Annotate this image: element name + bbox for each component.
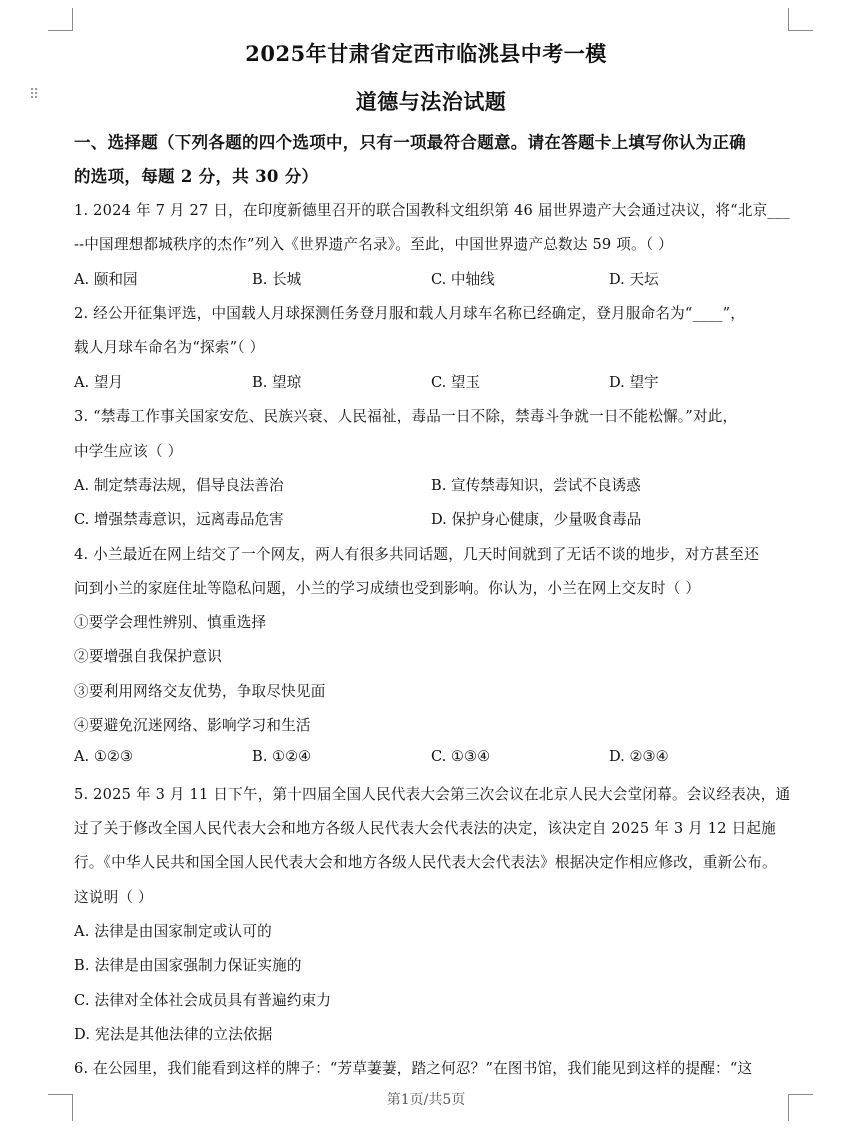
question-5-line-2: 过了关于修改全国人民代表大会和地方各级人民代表大会代表法的决定，该决定自 2025 年 3 月 12 日起施 [74, 820, 776, 837]
question-3-option-c: C. 增强禁毒意识，远离毒品危害 [74, 511, 284, 528]
question-2-line-1: 2. 经公开征集评选，中国载人月球探测任务登月服和载人月球车名称已经确定，登月服命名为“____”， [74, 305, 746, 322]
page-number-footer: 第1页/共5页 [386, 1092, 466, 1108]
question-5-line-3: 行。《中华人民共和国全国人民代表大会和地方各级人民代表大会代表法》根据决定作相应修改，重新公布。 [74, 854, 777, 871]
question-5-line-1: 5. 2025 年 3 月 11 日下午，第十四届全国人民代表大会第三次会议在北京人民大会堂闭幕。会议经表决，通 [74, 786, 791, 803]
question-4-option-b: B. ①②④ [252, 748, 312, 765]
page-title: 2025年甘肃省定西市临洮县中考一模 [245, 41, 607, 66]
question-3-option-a: A. 制定禁毒法规，倡导良法善治 [74, 477, 284, 494]
section-heading-line-1: 一、选择题（下列各题的四个选项中，只有一项最符合题意。请在答题卡上填写你认为正确 [74, 133, 746, 152]
question-4-option-a: A. ①②③ [74, 748, 134, 765]
section-heading-line-2: 的选项，每题 2 分，共 30 分） [74, 167, 319, 186]
question-4-option-d: D. ②③④ [609, 748, 669, 765]
question-2-option-c: C. 望玉 [431, 374, 481, 391]
question-3-line-1: 3. “禁毒工作事关国家安危、民族兴衰、人民福祉，毒品一日不除，禁毒斗争就一日不能松懈。”对此， [74, 408, 738, 425]
question-4-statement-1: ①要学会理性辨别、慎重选择 [74, 614, 267, 631]
question-4-line-2: 问到小兰的家庭住址等隐私问题，小兰的学习成绩也受到影响。你认为，小兰在网上交友时（ ） [74, 580, 701, 597]
question-5-option-c: C. 法律对全体社会成员具有普遍约束力 [74, 992, 332, 1009]
drag-handle-icon[interactable]: ⠿ [29, 87, 39, 103]
question-6-line-1: 6. 在公园里，我们能看到这样的牌子：“芳草萋萋，踏之何忍？”在图书馆，我们能见到这样的提醒：“这 [74, 1060, 753, 1077]
question-1-line-2: --中国理想都城秩序的杰作”列入《世界遗产名录》。至此，中国世界遗产总数达 59 项。（ ） [74, 236, 673, 253]
question-4-line-1: 4. 小兰最近在网上结交了一个网友，两人有很多共同话题，几天时间就到了无话不谈的地步，对方甚至还 [74, 546, 759, 563]
question-1-line-1: 1. 2024 年 7 月 27 日，在印度新德里召开的联合国教科文组织第 46 届世界遗产大会通过决议，将“北京___ [74, 202, 790, 219]
question-2-option-a: A. 望月 [74, 374, 124, 391]
question-1-option-c: C. 中轴线 [431, 271, 495, 288]
crop-mark-top-left [48, 8, 73, 31]
question-5-line-4: 这说明（ ） [74, 889, 153, 906]
question-3-option-b: B. 宣传禁毒知识，尝试不良诱惑 [431, 477, 641, 494]
question-5-option-a: A. 法律是由国家制定或认可的 [74, 923, 272, 940]
question-4-option-c: C. ①③④ [431, 748, 491, 765]
question-3-option-d: D. 保护身心健康，少量吸食毒品 [431, 511, 642, 528]
question-5-option-d: D. 宪法是其他法律的立法依据 [74, 1026, 273, 1043]
crop-mark-top-right [788, 8, 813, 31]
question-4-statement-2: ②要增强自我保护意识 [74, 648, 222, 665]
question-1-option-b: B. 长城 [252, 271, 302, 288]
question-4-statement-4: ④要避免沉迷网络、影响学习和生活 [74, 717, 311, 734]
question-2-option-d: D. 望宇 [609, 374, 659, 391]
question-5-option-b: B. 法律是由国家强制力保证实施的 [74, 957, 302, 974]
question-3-line-2: 中学生应该（ ） [74, 443, 183, 460]
question-2-line-2: 载人月球车命名为“探索”（ ） [74, 339, 265, 356]
question-1-option-a: A. 颐和园 [74, 271, 138, 288]
question-4-statement-3: ③要利用网络交友优势，争取尽快见面 [74, 683, 326, 700]
question-1-option-d: D. 天坛 [609, 271, 659, 288]
question-2-option-b: B. 望琼 [252, 374, 302, 391]
page-subtitle: 道德与法治试题 [355, 89, 507, 114]
